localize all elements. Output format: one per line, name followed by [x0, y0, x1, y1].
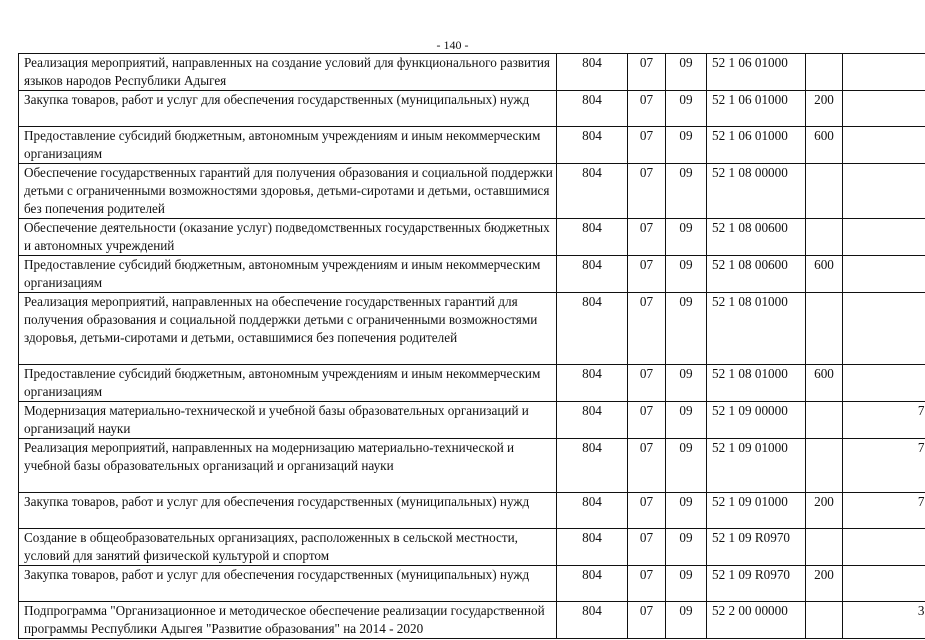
ved-code: 804 — [557, 91, 628, 127]
expense-type-code — [806, 402, 843, 439]
row-name: Модернизация материально-технической и учебной базы образовательных организаций и организаций науки — [19, 402, 557, 439]
expense-type-code: 200 — [806, 493, 843, 529]
expense-type-code — [806, 164, 843, 219]
ved-code: 804 — [557, 493, 628, 529]
subsection-code: 09 — [666, 566, 707, 602]
table-body — [19, 54, 925, 639]
target-article-code: 52 1 09 R0970 — [707, 529, 806, 566]
section-code: 07 — [628, 529, 666, 566]
expense-type-code: 600 — [806, 127, 843, 164]
expense-type-code: 600 — [806, 256, 843, 293]
amount — [843, 127, 925, 164]
section-code: 07 — [628, 402, 666, 439]
budget-table — [18, 53, 925, 639]
subsection-code: 09 — [666, 402, 707, 439]
row-name: Подпрограмма "Организационное и методическое обеспечение реализации государственной программы Республики Адыгея "Развитие образования" на 2014 - 2020 — [19, 602, 557, 639]
section-code: 07 — [628, 365, 666, 402]
table-row — [19, 91, 925, 127]
ved-code: 804 — [557, 256, 628, 293]
subsection-code: 09 — [666, 91, 707, 127]
target-article-code: 52 1 09 01000 — [707, 439, 806, 493]
ved-code: 804 — [557, 566, 628, 602]
expense-type-code: 200 — [806, 91, 843, 127]
table-row — [19, 402, 925, 439]
row-name: Закупка товаров, работ и услуг для обеспечения государственных (муниципальных) нужд — [19, 493, 557, 529]
table-row — [19, 219, 925, 256]
subsection-code: 09 — [666, 256, 707, 293]
row-name: Реализация мероприятий, направленных на модернизацию материально-технической и учебной базы образовательных организаций и организаций науки — [19, 439, 557, 493]
row-name: Предоставление субсидий бюджетным, автономным учреждениям и иным некоммерческим организациям — [19, 256, 557, 293]
row-name: Предоставление субсидий бюджетным, автономным учреждениям и иным некоммерческим организациям — [19, 127, 557, 164]
ved-code: 804 — [557, 365, 628, 402]
amount: 7 — [843, 493, 925, 529]
expense-type-code — [806, 219, 843, 256]
expense-type-code — [806, 439, 843, 493]
amount — [843, 54, 925, 91]
row-name: Предоставление субсидий бюджетным, автономным учреждениям и иным некоммерческим организациям — [19, 365, 557, 402]
ved-code: 804 — [557, 602, 628, 639]
row-name: Реализация мероприятий, направленных на создание условий для функционального развития языков народов Республики Адыгея — [19, 54, 557, 91]
section-code: 07 — [628, 256, 666, 293]
table-row — [19, 164, 925, 219]
section-code: 07 — [628, 91, 666, 127]
ved-code: 804 — [557, 439, 628, 493]
target-article-code: 52 1 08 01000 — [707, 293, 806, 365]
amount: 7 — [843, 439, 925, 493]
row-name: Обеспечение государственных гарантий для получения образования и социальной поддержки детьми с ограниченными возможностями здоровья, детьми-сиротами и детьми, оставшимися без попечения родителей — [19, 164, 557, 219]
subsection-code: 09 — [666, 493, 707, 529]
section-code: 07 — [628, 602, 666, 639]
ved-code: 804 — [557, 164, 628, 219]
row-name: Реализация мероприятий, направленных на обеспечение государственных гарантий для получения образования и социальной поддержки детьми с ограниченными возможностями здоровья, детьми-сиротами и детьми, оставшимися без попечения родителей — [19, 293, 557, 365]
table-row — [19, 54, 925, 91]
ved-code: 804 — [557, 293, 628, 365]
section-code: 07 — [628, 566, 666, 602]
amount — [843, 293, 925, 365]
amount — [843, 91, 925, 127]
page-number: - 140 - — [436, 38, 469, 52]
subsection-code: 09 — [666, 602, 707, 639]
subsection-code: 09 — [666, 54, 707, 91]
subsection-code: 09 — [666, 219, 707, 256]
amount — [843, 529, 925, 566]
section-code: 07 — [628, 127, 666, 164]
row-name: Обеспечение деятельности (оказание услуг) подведомственных государственных бюджетных и автономных учреждений — [19, 219, 557, 256]
expense-type-code — [806, 602, 843, 639]
amount — [843, 219, 925, 256]
subsection-code: 09 — [666, 529, 707, 566]
amount: 3 — [843, 602, 925, 639]
amount — [843, 566, 925, 602]
table-row — [19, 127, 925, 164]
ved-code: 804 — [557, 529, 628, 566]
amount — [843, 256, 925, 293]
target-article-code: 52 1 09 01000 — [707, 493, 806, 529]
ved-code: 804 — [557, 219, 628, 256]
row-name: Закупка товаров, работ и услуг для обеспечения государственных (муниципальных) нужд — [19, 566, 557, 602]
subsection-code: 09 — [666, 164, 707, 219]
section-code: 07 — [628, 54, 666, 91]
target-article-code: 52 1 08 00000 — [707, 164, 806, 219]
section-code: 07 — [628, 219, 666, 256]
row-name: Закупка товаров, работ и услуг для обеспечения государственных (муниципальных) нужд — [19, 91, 557, 127]
subsection-code: 09 — [666, 365, 707, 402]
target-article-code: 52 1 06 01000 — [707, 127, 806, 164]
target-article-code: 52 1 08 00600 — [707, 219, 806, 256]
table-row — [19, 365, 925, 402]
target-article-code: 52 1 09 00000 — [707, 402, 806, 439]
amount: 7 — [843, 402, 925, 439]
ved-code: 804 — [557, 127, 628, 164]
expense-type-code — [806, 293, 843, 365]
target-article-code: 52 1 06 01000 — [707, 91, 806, 127]
table-row — [19, 566, 925, 602]
table-row — [19, 256, 925, 293]
subsection-code: 09 — [666, 439, 707, 493]
section-code: 07 — [628, 439, 666, 493]
table-row — [19, 439, 925, 493]
table-row — [19, 493, 925, 529]
row-name: Создание в общеобразовательных организациях, расположенных в сельской местности, условий для занятий физической культурой и спортом — [19, 529, 557, 566]
subsection-code: 09 — [666, 293, 707, 365]
expense-type-code: 200 — [806, 566, 843, 602]
section-code: 07 — [628, 293, 666, 365]
table-row — [19, 529, 925, 566]
target-article-code: 52 1 06 01000 — [707, 54, 806, 91]
target-article-code: 52 2 00 00000 — [707, 602, 806, 639]
table-row — [19, 602, 925, 639]
table-row — [19, 293, 925, 365]
expense-type-code: 600 — [806, 365, 843, 402]
target-article-code: 52 1 08 00600 — [707, 256, 806, 293]
expense-type-code — [806, 54, 843, 91]
section-code: 07 — [628, 493, 666, 529]
section-code: 07 — [628, 164, 666, 219]
target-article-code: 52 1 09 R0970 — [707, 566, 806, 602]
target-article-code: 52 1 08 01000 — [707, 365, 806, 402]
subsection-code: 09 — [666, 127, 707, 164]
amount — [843, 365, 925, 402]
amount — [843, 164, 925, 219]
expense-type-code — [806, 529, 843, 566]
ved-code: 804 — [557, 54, 628, 91]
ved-code: 804 — [557, 402, 628, 439]
